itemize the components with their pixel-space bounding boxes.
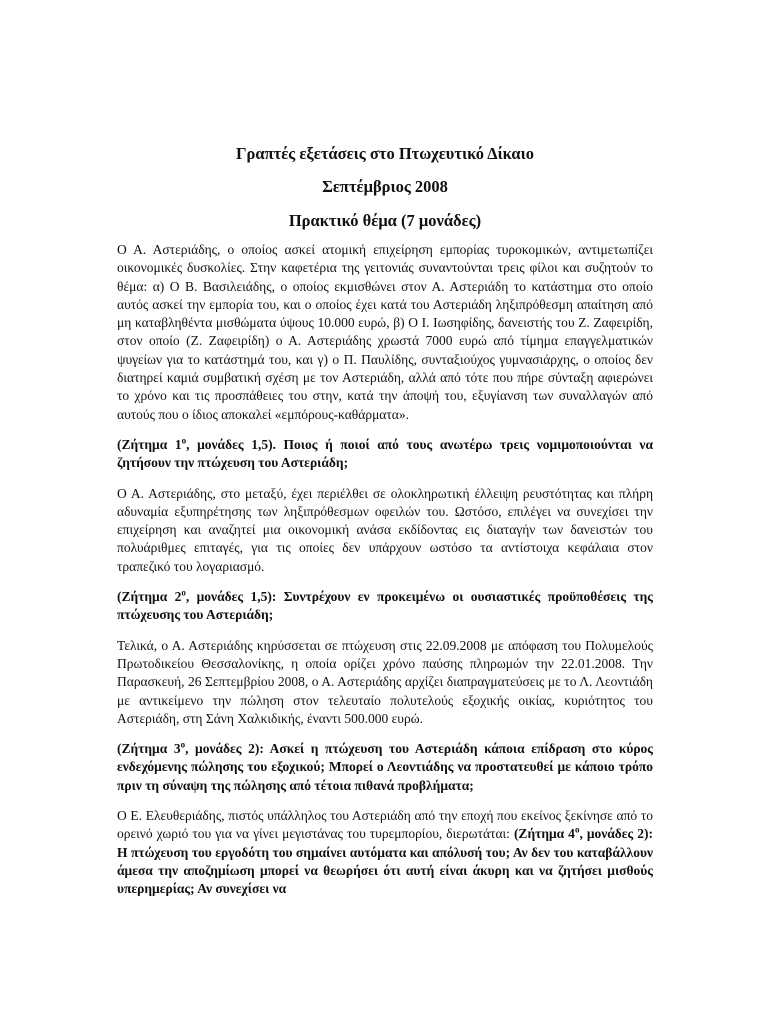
paragraph-case-facts: Ο Α. Αστεριάδης, ο οποίος ασκεί ατομική επιχείρηση εμπορίας τυροκομικών, αντιμετωπίζει οικονομικές δυσκολίες. Στην καφετέρια της γειτονιάς συναντούνται τρεις φίλοι και συζητούν το θέμα: α) Ο Β. Βασιλειάδης, ο οποίος εκμισθώνει στον Α. Αστεριάδη το κατάστημα στο οποίο αυτός ασκεί την εμπορία του, και ο οποίος έχει κατά του Αστεριάδη ληξιπρόθεσμη απαίτηση από μη καταβληθέντα μισθώματα ύψους 10.000 ευρώ, β) Ο Ι. Ιωσηφίδης, δανειστής του Ζ. Ζαφειρίδη, στον οποίο (Ζ. Ζαφειρίδη) ο Α. Αστεριάδης χρωστά 7000 ευρώ από τίμημα επαγγελματικών ψυγείων για το κατάστημά του, και γ) ο Π. Παυλίδης, συνταξιούχος γυμνασιάρχης, ο οποίος δεν διατηρεί καμιά συμβατική σχέση με τον Αστεριάδη, αλλά από τότε που πήρε σύνταξη αφιερώνει το χρόνο και τις προσπάθειες του στην, κατά την άποψή του, εξυγίανση των συναλλαγών από αυτούς που ο ίδιος αποκαλεί «εμπόρους-καθάρματα». [117,242,653,422]
document-title: Γραπτές εξετάσεις στο Πτωχευτικό Δίκαιο [236,144,534,163]
paragraph-liquidity: Ο Α. Αστεριάδης, στο μεταξύ, έχει περιέλθει σε ολοκληρωτική έλλειψη ρευστότητας και πλήρη αδυναμία εξυπηρέτησης των ληξιπρόθεσμων οφειλών του. Ωστόσο, επιλέγει να συνεχίσει την επιχείρηση και αναζητεί μια οικονομική ανάσα εκδίδοντας εις διαταγήν των δανειστών του πολυάριθμες επιταγές, για τις οποίες δεν υπάρχουν ωστόσο τα αντίστοιχα κεφάλαια στον τραπεζικό του λογαριασμό. [117,485,653,574]
question-1-sup: ο [181,435,187,446]
question-4-sup: ο [574,824,580,835]
document-date: Σεπτέμβριος 2008 [322,177,448,196]
question-2-sup: ο [181,587,186,598]
question-1 [117,436,653,473]
paragraph-employee-text: Ο Ε. Ελευθεριάδης, πιστός υπάλληλος του Αστεριάδη από την εποχή που εκείνος ξεκίνησε από το ορεινό χωριό του για να γίνει μεγιστάνας του τυρεμπορίου, διερωτάται: [117,808,653,842]
question-2-lead: (Ζήτημα 2 [117,589,182,605]
question-3-sup: ο [180,739,186,750]
question-3-text: , μονάδες 2): Ασκεί η πτώχευση του Αστεριάδη κάποια επίδραση στο κύρος ενδεχόμενης πώλησης του εξοχικού; Μπορεί ο Λεοντιάδης να προστατευθεί με κάποιο τρόπο πριν τη σύναψη της πώλησης από τέτοια πιθανά προβλήματα; [117,741,653,793]
question-3 [117,740,653,795]
paragraph-bankruptcy: Τελικά, ο Α. Αστεριάδης κηρύσσεται σε πτώχευση στις 22.09.2008 με απόφαση του Πολυμελούς Πρωτοδικείου Θεσσαλονίκης, η οποία ορίζει χρόνο παύσης πληρωμών την 22.01.2008. Την Παρασκευή, 26 Σεπτεμβρίου 2008, ο Α. Αστεριάδης αρχίζει διαπραγματεύσεις με το Λ. Λεοντιάδη με αντικείμενο την πώληση στον τελευταίο πολυτελούς εξοχικής οικίας, κυριότητος του Αστεριάδη, στη Σάνη Χαλκιδικής, έναντι 500.000 ευρώ. [117,637,653,726]
question-4-lead: (Ζήτημα 4 [513,826,575,842]
question-1-text: , μονάδες 1,5). Ποιος ή ποιοί από τους ανωτέρω τρεις νομιμοποιούνται να ζητήσουν την πτώχευση του Αστεριάδη; [117,436,653,471]
document-page [117,138,653,911]
question-2-text: , μονάδες 1,5): Συντρέχουν εν προκειμένω οι ουσιαστικές προϋποθέσεις της πτώχευσης του Αστεριάδη; [117,589,653,623]
question-2 [117,588,653,625]
document-subtitle: Πρακτικό θέμα (7 μονάδες) [288,211,482,230]
question-3-lead: (Ζήτημα 3 [117,741,181,757]
question-1-lead: (Ζήτημα 1 [117,436,182,452]
paragraph-employee [117,807,653,898]
question-4-text: , μονάδες 2): Η πτώχευση του εργοδότη του σημαίνει αυτόματα και απόλυσή του; Αν δεν του καταβάλλουν άμεσα την αποζημίωση μπορεί να θεωρήσει ότι αυτή είναι άκυρη και να ζητήσει μισθούς υπερημερίας; Αν συνεχίσει να [117,826,654,897]
